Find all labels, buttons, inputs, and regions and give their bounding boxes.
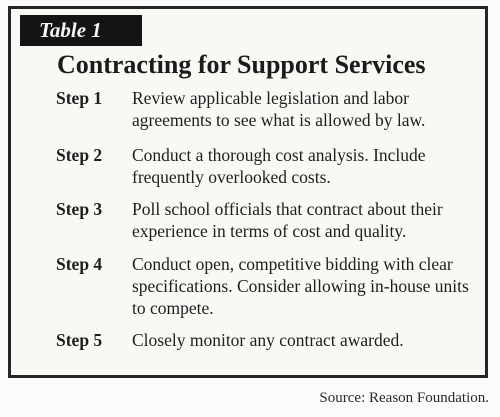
step-label: Step 1 <box>56 88 103 108</box>
step-text: Review applicable legislation and labor agreements to see what is allowed by law. <box>132 88 426 130</box>
step-label: Step 3 <box>56 199 103 219</box>
step-row <box>56 198 486 242</box>
step-label: Step 4 <box>56 254 103 274</box>
table-frame <box>8 6 488 378</box>
step-row <box>56 87 486 131</box>
step-row <box>56 253 486 319</box>
step-label: Step 5 <box>56 330 103 350</box>
step-text: Conduct open, competitive bidding with clear specifications. Consider allowing in-house units to compete. <box>132 254 469 318</box>
step-text: Conduct a thorough cost analysis. Include frequently overlooked costs. <box>132 145 426 187</box>
step-row <box>56 144 486 188</box>
table-label: Table 1 <box>20 15 142 46</box>
step-row <box>56 329 486 351</box>
step-text: Poll school officials that contract about their experience in terms of cost and quality. <box>132 199 443 241</box>
table-title: Contracting for Support Services <box>57 50 426 79</box>
source-caption: Source: Reason Foundation. <box>319 390 489 406</box>
step-text: Closely monitor any contract awarded. <box>132 330 404 350</box>
step-label: Step 2 <box>56 145 103 165</box>
